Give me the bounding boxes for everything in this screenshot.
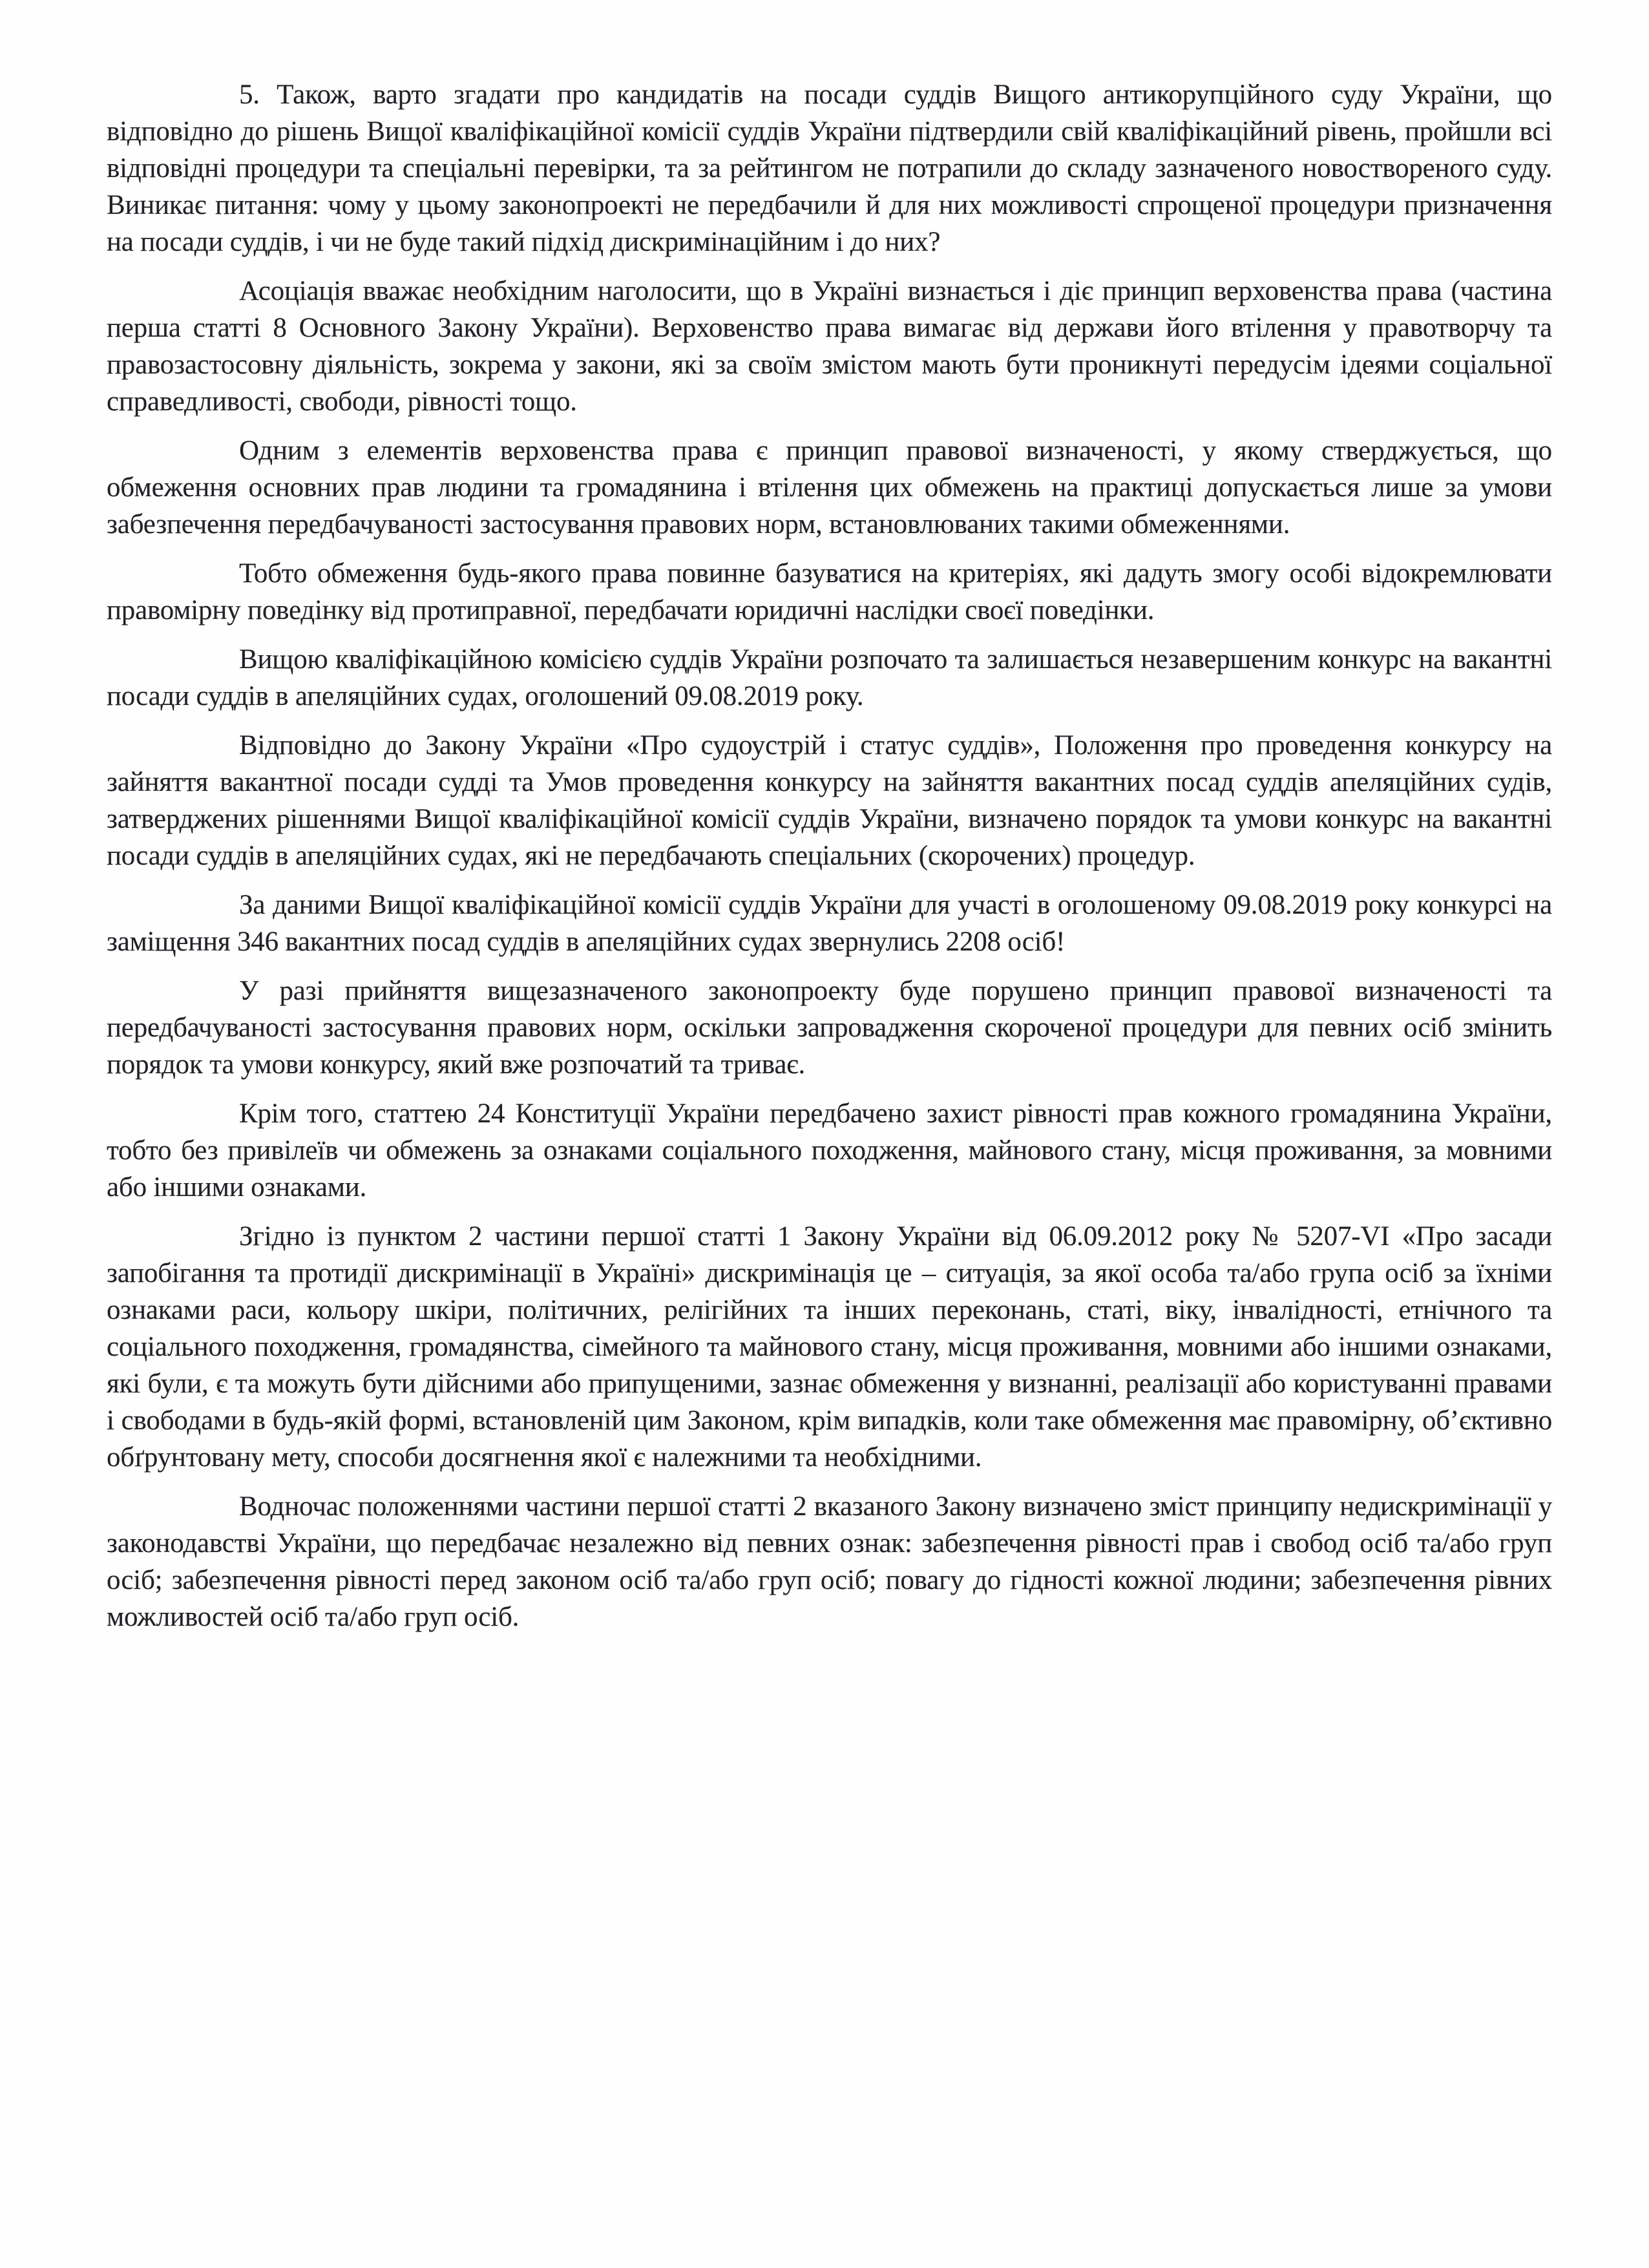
paragraph: Асоціація вважає необхідним наголосити, що в Україні визнається і діє принцип верховенства права (частина перша статті 8 Основного Закону України). Верховенство права вимагає від держави його втілення у правотворчу та правозастосовну діяльність, зокрема у закони, які за своїм змістом мають бути проникнуті передусім ідеями соціальної справедливості, свободи, рівності тощо. [107, 276, 1552, 417]
paragraph: Тобто обмеження будь-якого права повинне базуватися на критеріях, які дадуть змогу особі відокремлювати правомірну поведінку від протиправної, передбачати юридичні наслідки своєї поведінки. [107, 558, 1552, 625]
paragraph: Водночас положеннями частини першої статті 2 вказаного Закону визначено зміст принципу недискримінації у законодавстві України, що передбачає незалежно від певних ознак: забезпечення рівності прав і свобод осіб та/або груп осіб; забезпечення рівності перед законом осіб та/або груп осіб; повагу до гідності кожної людини; забезпечення рівних можливостей осіб та/або груп осіб. [107, 1491, 1552, 1632]
document-text-block [107, 76, 1552, 1635]
paragraph: 5. Також, варто згадати про кандидатів на посади суддів Вищого антикорупційного суду України, що відповідно до рішень Вищої кваліфікаційної комісії суддів України підтвердили свій кваліфікаційний рівень, пройшли всі відповідні процедури та спеціальні перевірки, та за рейтингом не потрапили до складу зазначеного новоствореного суду. Виникає питання: чому у цьому законопроекті не передбачили й для них можливості спрощеної процедури призначення на посади суддів, і чи не буде такий підхід дискримінаційним і до них? [107, 79, 1552, 257]
paragraph: У разі прийняття вищезазначеного законопроекту буде порушено принцип правової визначеності та передбачуваності застосування правових норм, оскільки запровадження скороченої процедури для певних осіб змінить порядок та умови конкурсу, який вже розпочатий та триває. [107, 976, 1552, 1080]
paragraph: Згідно із пунктом 2 частини першої статті 1 Закону України від 06.09.2012 року № 5207-VI «Про засади запобігання та протидії дискримінації в Україні» дискримінація це – ситуація, за якої особа та/або група осіб за їхніми ознаками раси, кольору шкіри, політичних, релігійних та інших переконань, статі, віку, інвалідності, етнічного та соціального походження, громадянства, сімейного та майнового стану, місця проживання, мовними або іншими ознаками, які були, є та можуть бути дійсними або припущеними, зазнає обмеження у визнанні, реалізації або користуванні правами і свободами в будь-якій формі, встановленій цим Законом, крім випадків, коли таке обмеження має правомірну, об’єктивно обґрунтовану мету, способи досягнення якої є належними та необхідними. [107, 1221, 1552, 1473]
paragraph: За даними Вищої кваліфікаційної комісії суддів України для участі в оголошеному 09.08.2019 року конкурсі на заміщення 346 вакантних посад суддів в апеляційних судах звернулись 2208 осіб! [107, 890, 1552, 957]
paragraph: Крім того, статтею 24 Конституції України передбачено захист рівності прав кожного громадянина України, тобто без привілеїв чи обмежень за ознаками соціального походження, майнового стану, місця проживання, за мовними або іншими ознаками. [107, 1098, 1552, 1202]
paragraph: Вищою кваліфікаційною комісією суддів України розпочато та залишається незавершеним конкурс на вакантні посади суддів в апеляційних судах, оголошений 09.08.2019 року. [107, 644, 1552, 711]
paragraph: Одним з елементів верховенства права є принцип правової визначеності, у якому стверджується, що обмеження основних прав людини та громадянина і втілення цих обмежень на практиці допускається лише за умови забезпечення передбачуваності застосування правових норм, встановлюваних такими обмеженнями. [107, 436, 1552, 540]
paragraph: Відповідно до Закону України «Про судоустрій і статус суддів», Положення про проведення конкурсу на зайняття вакантної посади судді та Умов проведення конкурсу на зайняття вакантних посад суддів апеляційних судів, затверджених рішеннями Вищої кваліфікаційної комісії суддів України, визначено порядок та умови конкурс на вакантні посади суддів в апеляційних судах, які не передбачають спеціальних (скорочених) процедур. [107, 730, 1552, 871]
